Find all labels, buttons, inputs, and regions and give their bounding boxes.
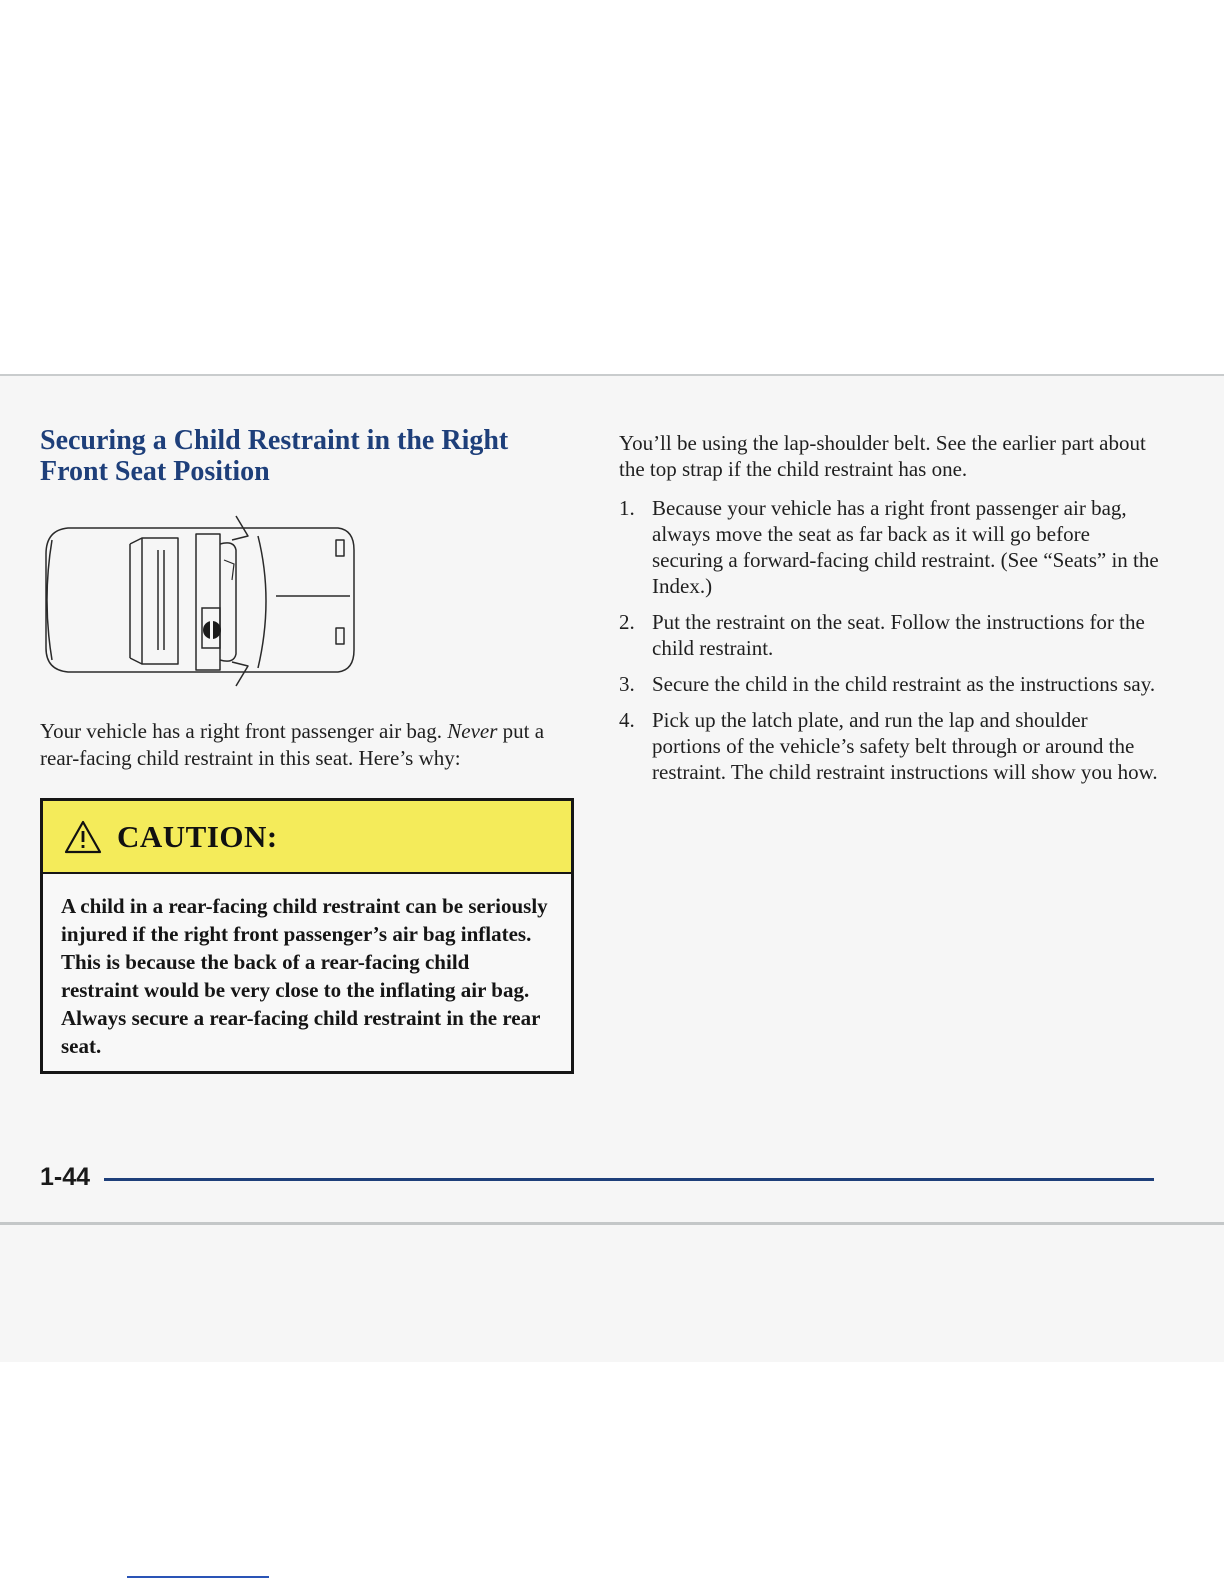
section-title: Securing a Child Restraint in the Right Front Seat Position bbox=[40, 425, 509, 487]
list-item bbox=[619, 707, 1159, 785]
caution-text: A child in a rear-facing child restraint can be seriously injured if the right front passenger’s air bag inflates. This is because the back of a rear-facing child restraint would be very close to the inflating air bag. Always secure a rear-facing child restraint in the rear seat. bbox=[61, 894, 548, 1058]
page-number: 1-44 bbox=[40, 1163, 91, 1191]
page-band-bottom-edge bbox=[0, 1222, 1224, 1225]
step-text: Because your vehicle has a right front passenger air bag, always move the seat as far back as it will go before securing a forward-facing child restraint. (See “Seats” in the Index.) bbox=[652, 496, 1159, 598]
step-text: Pick up the latch plate, and run the lap and shoulder portions of the vehicle’s safety belt through or around the restraint. The child restraint instructions will show you how. bbox=[652, 708, 1158, 784]
step-text: Put the restraint on the seat. Follow the instructions for the child restraint. bbox=[652, 610, 1145, 660]
bottom-link-underline bbox=[127, 1576, 269, 1578]
child-seat-marker bbox=[202, 608, 221, 648]
caution-header bbox=[43, 801, 571, 874]
step-number: 4. bbox=[619, 708, 635, 732]
caution-label: CAUTION: bbox=[117, 818, 278, 854]
car-top-view-diagram bbox=[38, 510, 368, 692]
never-emphasis: Never bbox=[447, 719, 498, 743]
steps-list bbox=[619, 495, 1159, 795]
caution-box bbox=[40, 798, 574, 1074]
step-number: 2. bbox=[619, 610, 635, 634]
step-number: 3. bbox=[619, 672, 635, 696]
warning-triangle-icon bbox=[63, 819, 103, 855]
lap-shoulder-belt-intro: You’ll be using the lap-shoulder belt. See the earlier part about the top strap if the child restraint has one. bbox=[619, 431, 1146, 481]
step-number: 1. bbox=[619, 496, 635, 520]
list-item bbox=[619, 495, 1159, 599]
step-text: Secure the child in the child restraint as the instructions say. bbox=[652, 672, 1156, 696]
list-item bbox=[619, 609, 1159, 661]
list-item bbox=[619, 671, 1159, 697]
footer-rule bbox=[104, 1178, 1154, 1181]
intro-paragraph: Your vehicle has a right front passenger air bag. Never put a rear-facing child restraint in this seat. Here’s why: bbox=[40, 719, 545, 770]
